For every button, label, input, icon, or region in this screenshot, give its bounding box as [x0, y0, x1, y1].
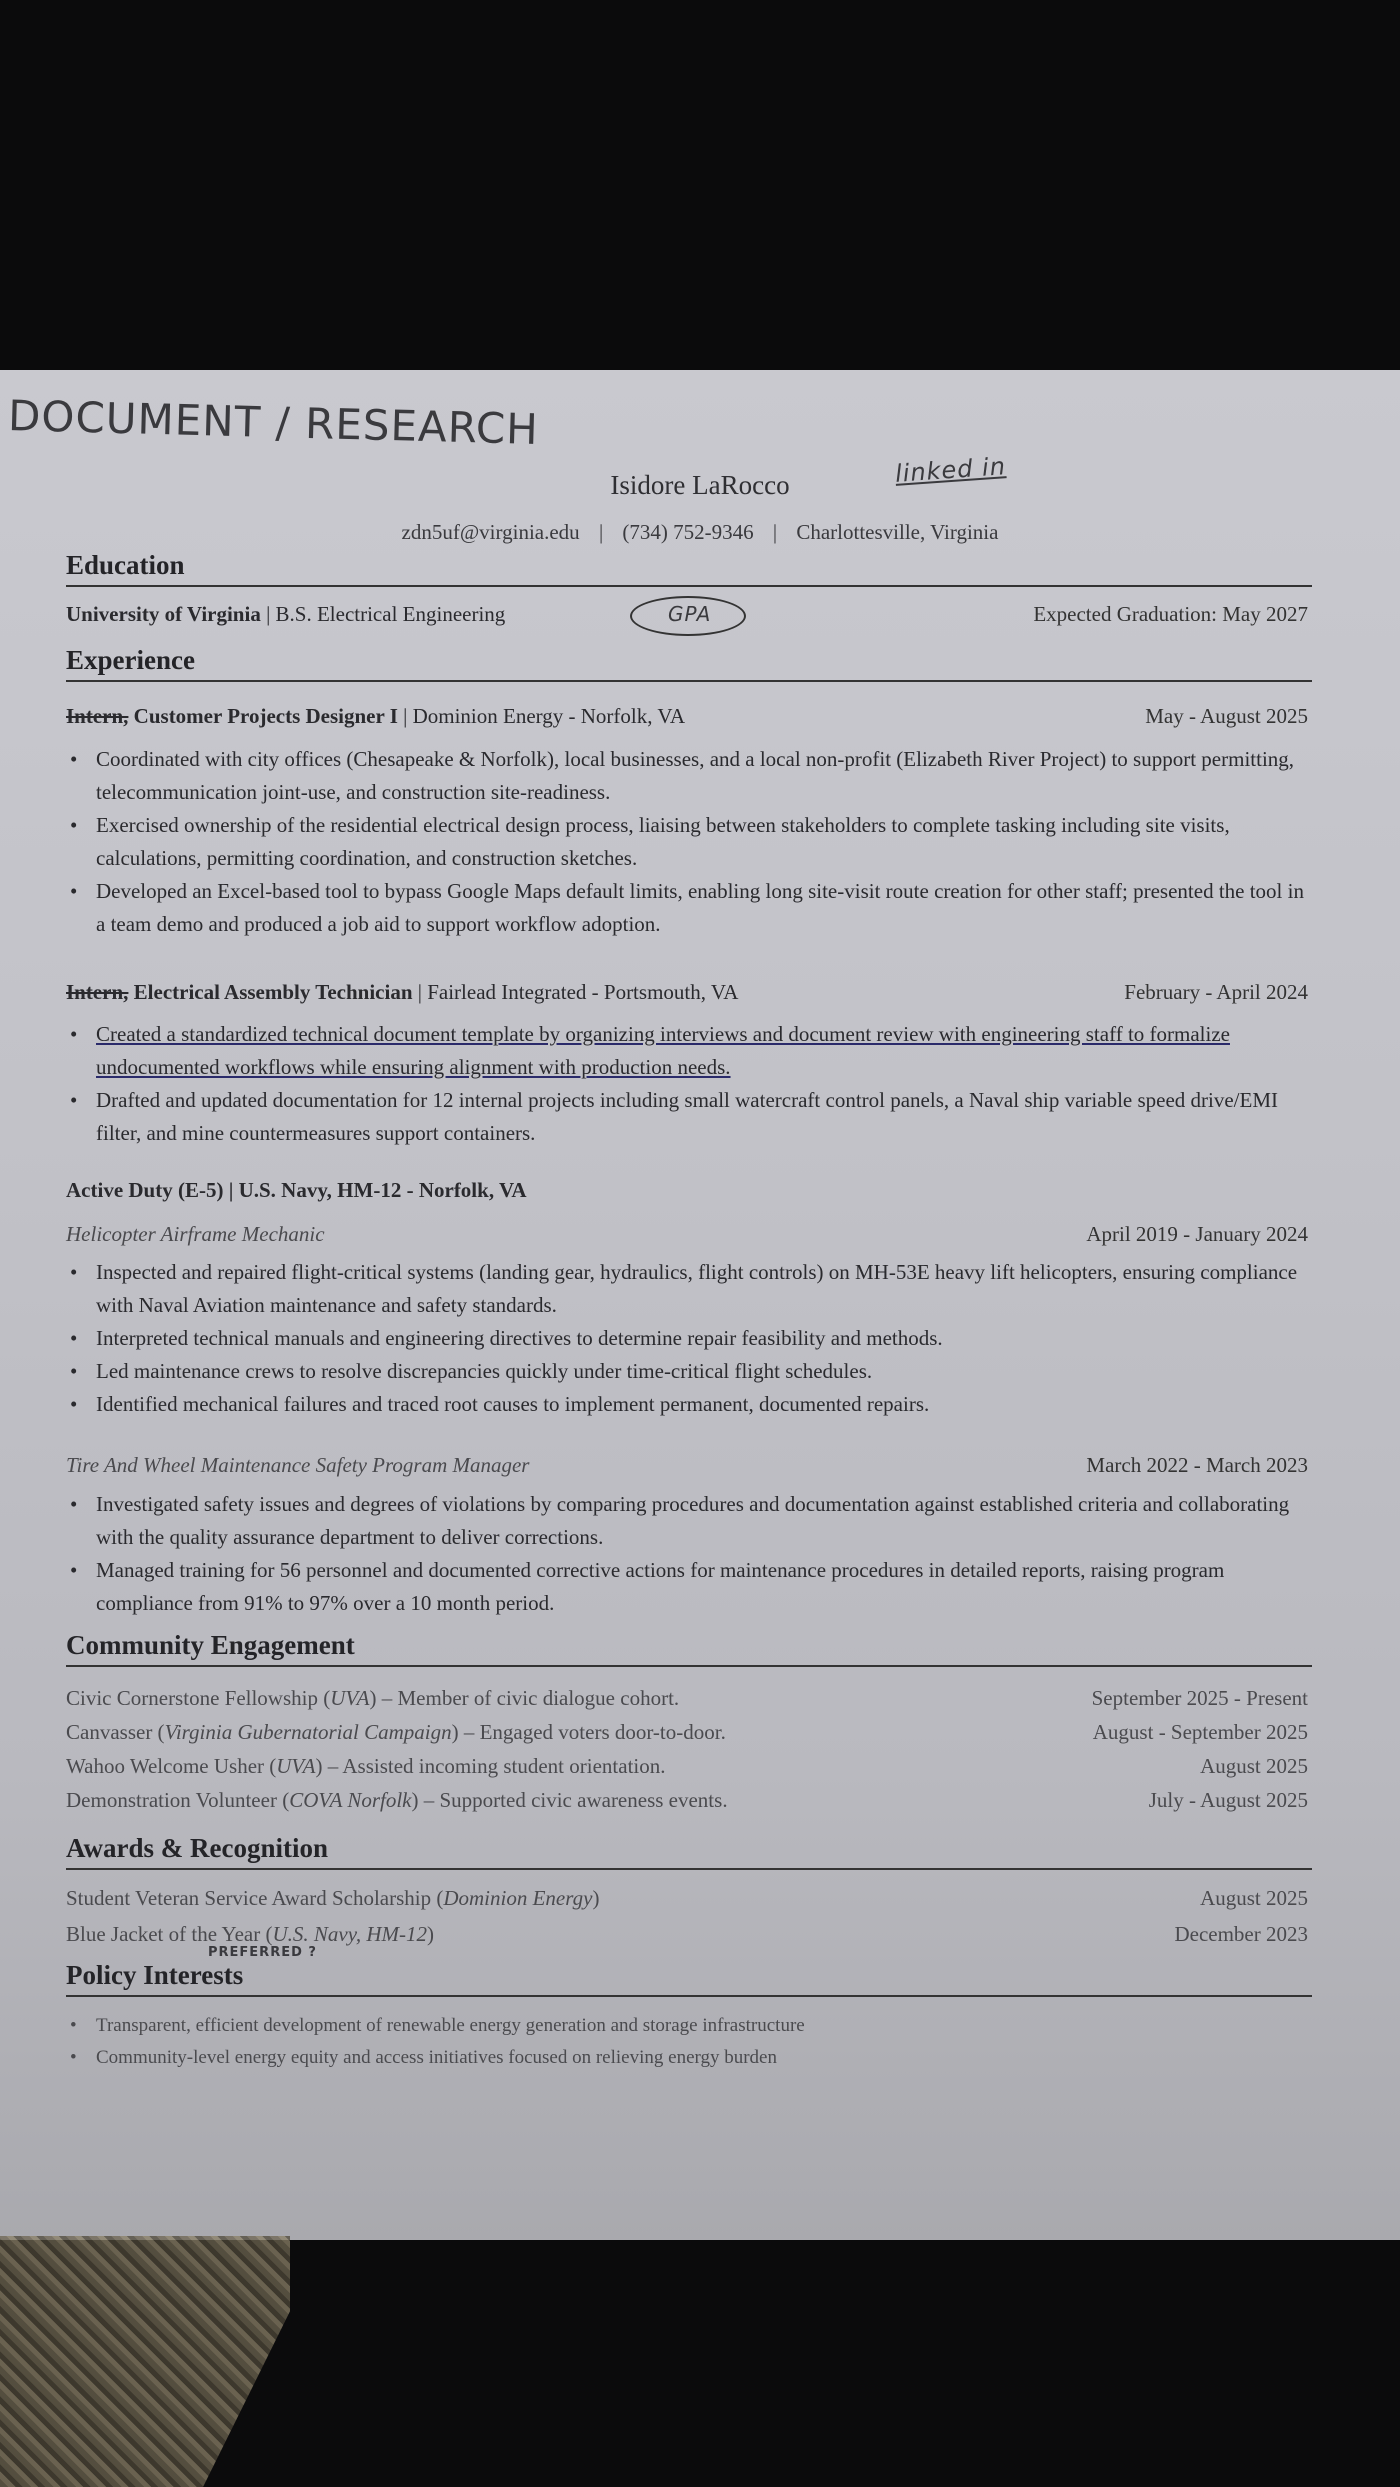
community-date: August 2025	[1200, 1754, 1308, 1778]
bullet: • Coordinated with city offices (Chesapeake & Norfolk), local businesses, and a local non-profit (Elizabeth River Project) to support permitting, telecommunication joint-use, and construction site-readiness.	[66, 743, 1308, 809]
degree: | B.S. Electrical Engineering	[266, 602, 506, 626]
education-date: Expected Graduation: May 2027	[1033, 602, 1308, 626]
bullet: • Identified mechanical failures and traced root causes to implement permanent, documented repairs.	[66, 1388, 1308, 1421]
contact-line	[0, 520, 1400, 545]
bullet: • Created a standardized technical document template by organizing interviews and document review with engineering staff to formalize undocumented workflows while ensuring alignment with production needs.	[66, 1018, 1308, 1084]
section-experience-title: Experience	[66, 645, 1312, 682]
separator: |	[598, 520, 604, 544]
award-close: )	[427, 1922, 435, 1946]
struck-word: Intern,	[66, 980, 129, 1004]
section-community-title: Community Engagement	[66, 1630, 1312, 1667]
community-role: Civic Cornerstone Fellowship (	[66, 1686, 331, 1710]
email: zdn5uf@virginia.edu	[401, 520, 580, 544]
job-date: May - August 2025	[1145, 704, 1308, 728]
struck-word: Intern,	[66, 704, 129, 728]
community-date: July - August 2025	[1148, 1788, 1308, 1812]
phone: (734) 752-9346	[622, 520, 754, 544]
community-org: UVA	[276, 1754, 316, 1778]
community-desc: ) – Assisted incoming student orientation.	[315, 1754, 666, 1778]
role-date: March 2022 - March 2023	[1086, 1453, 1308, 1477]
award-date: August 2025	[1200, 1886, 1308, 1910]
navy-header-text: Active Duty (E-5) | U.S. Navy, HM-12 - Norfolk, VA	[66, 1178, 527, 1202]
bullet: • Investigated safety issues and degrees of violations by comparing procedures and documentation against established criteria and collaborating with the quality assurance department to deliver corrections.	[66, 1488, 1308, 1554]
job-header	[66, 980, 1308, 1005]
job-date: February - April 2024	[1124, 980, 1308, 1004]
community-item	[66, 1686, 1308, 1711]
policy-item: • Community-level energy equity and access initiatives focused on relieving energy burden	[66, 2042, 1308, 2074]
community-org: COVA Norfolk	[289, 1788, 412, 1812]
school: University of Virginia	[66, 602, 261, 626]
handwritten-note-linkedin: linked in	[894, 452, 1007, 488]
award-org: Dominion Energy	[443, 1886, 593, 1910]
role-bullets	[66, 1256, 1308, 1421]
award-date: December 2023	[1174, 1922, 1308, 1946]
role-bullets	[66, 1488, 1308, 1620]
community-role: Canvasser (	[66, 1720, 165, 1744]
bullet: • Inspected and repaired flight-critical systems (landing gear, hydraulics, flight controls) on MH-53E heavy lift helicopters, ensuring compliance with Naval Aviation maintenance and safety standards.	[66, 1256, 1308, 1322]
award-item	[66, 1886, 1308, 1911]
handwritten-note-top: DOCUMENT / RESEARCH	[7, 391, 540, 454]
job-org: | Dominion Energy - Norfolk, VA	[397, 704, 685, 728]
community-org: UVA	[330, 1686, 370, 1710]
job-bullets	[66, 743, 1308, 941]
section-policy-title: Policy Interests	[66, 1960, 1312, 1997]
bullet: • Led maintenance crews to resolve discrepancies quickly under time-critical flight schedules.	[66, 1355, 1308, 1388]
section-education-title: Education	[66, 550, 1312, 587]
job-title: Customer Projects Designer I	[128, 704, 398, 728]
community-role: Demonstration Volunteer (	[66, 1788, 290, 1812]
award-item	[66, 1922, 1308, 1947]
policy-item: • Transparent, efficient development of renewable energy generation and storage infrastructure	[66, 2010, 1308, 2042]
role-title: Tire And Wheel Maintenance Safety Program Manager	[66, 1453, 530, 1477]
award-name: Student Veteran Service Award Scholarship (	[66, 1886, 444, 1910]
bullet: • Drafted and updated documentation for 12 internal projects including small watercraft control panels, a Naval ship variable speed drive/EMI filter, and mine countermeasures support containers.	[66, 1084, 1308, 1150]
award-name: Blue Jacket of the Year (	[66, 1922, 273, 1946]
community-desc: ) – Supported civic awareness events.	[411, 1788, 728, 1812]
bullet: • Managed training for 56 personnel and documented corrective actions for maintenance procedures in detailed reports, raising program compliance from 91% to 97% over a 10 month period.	[66, 1554, 1308, 1620]
community-desc: ) – Member of civic dialogue cohort.	[369, 1686, 680, 1710]
job-bullets	[66, 1018, 1308, 1150]
community-date: August - September 2025	[1092, 1720, 1308, 1744]
resume-paper	[0, 370, 1400, 2240]
bullet: • Interpreted technical manuals and engineering directives to determine repair feasibility and methods.	[66, 1322, 1308, 1355]
role-header	[66, 1222, 1308, 1247]
candidate-name: Isidore LaRocco	[610, 470, 790, 500]
role-date: April 2019 - January 2024	[1086, 1222, 1308, 1246]
bullet: • Exercised ownership of the residential electrical design process, liaising between stakeholders to complete tasking including site visits, calculations, permitting coordination, and construction sketches.	[66, 809, 1308, 875]
community-item	[66, 1720, 1308, 1745]
location: Charlottesville, Virginia	[796, 520, 999, 544]
community-org: Virginia Gubernatorial Campaign	[164, 1720, 452, 1744]
section-awards-title: Awards & Recognition	[66, 1833, 1312, 1870]
separator: |	[772, 520, 778, 544]
background-floor	[0, 2236, 290, 2487]
job-title: Electrical Assembly Technician	[128, 980, 413, 1004]
role-header	[66, 1453, 1308, 1478]
award-close: )	[592, 1886, 600, 1910]
job-org: | Fairlead Integrated - Portsmouth, VA	[412, 980, 739, 1004]
role-title: Helicopter Airframe Mechanic	[66, 1222, 325, 1246]
community-date: September 2025 - Present	[1091, 1686, 1308, 1710]
award-org: U.S. Navy, HM-12	[272, 1922, 428, 1946]
handwritten-preferred: PREFERRED ?	[208, 1945, 317, 1960]
community-desc: ) – Engaged voters door-to-door.	[451, 1720, 726, 1744]
bullet: • Developed an Excel-based tool to bypass Google Maps default limits, enabling long site-visit route creation for other staff; presented the tool in a team demo and produced a job aid to support workflow adoption.	[66, 875, 1308, 941]
community-role: Wahoo Welcome Usher (	[66, 1754, 277, 1778]
community-item	[66, 1788, 1308, 1813]
job-header	[66, 704, 1308, 729]
navy-header	[66, 1178, 1308, 1203]
handwritten-gpa: GPA	[668, 602, 712, 626]
community-item	[66, 1754, 1308, 1779]
policy-list	[66, 2010, 1308, 2074]
